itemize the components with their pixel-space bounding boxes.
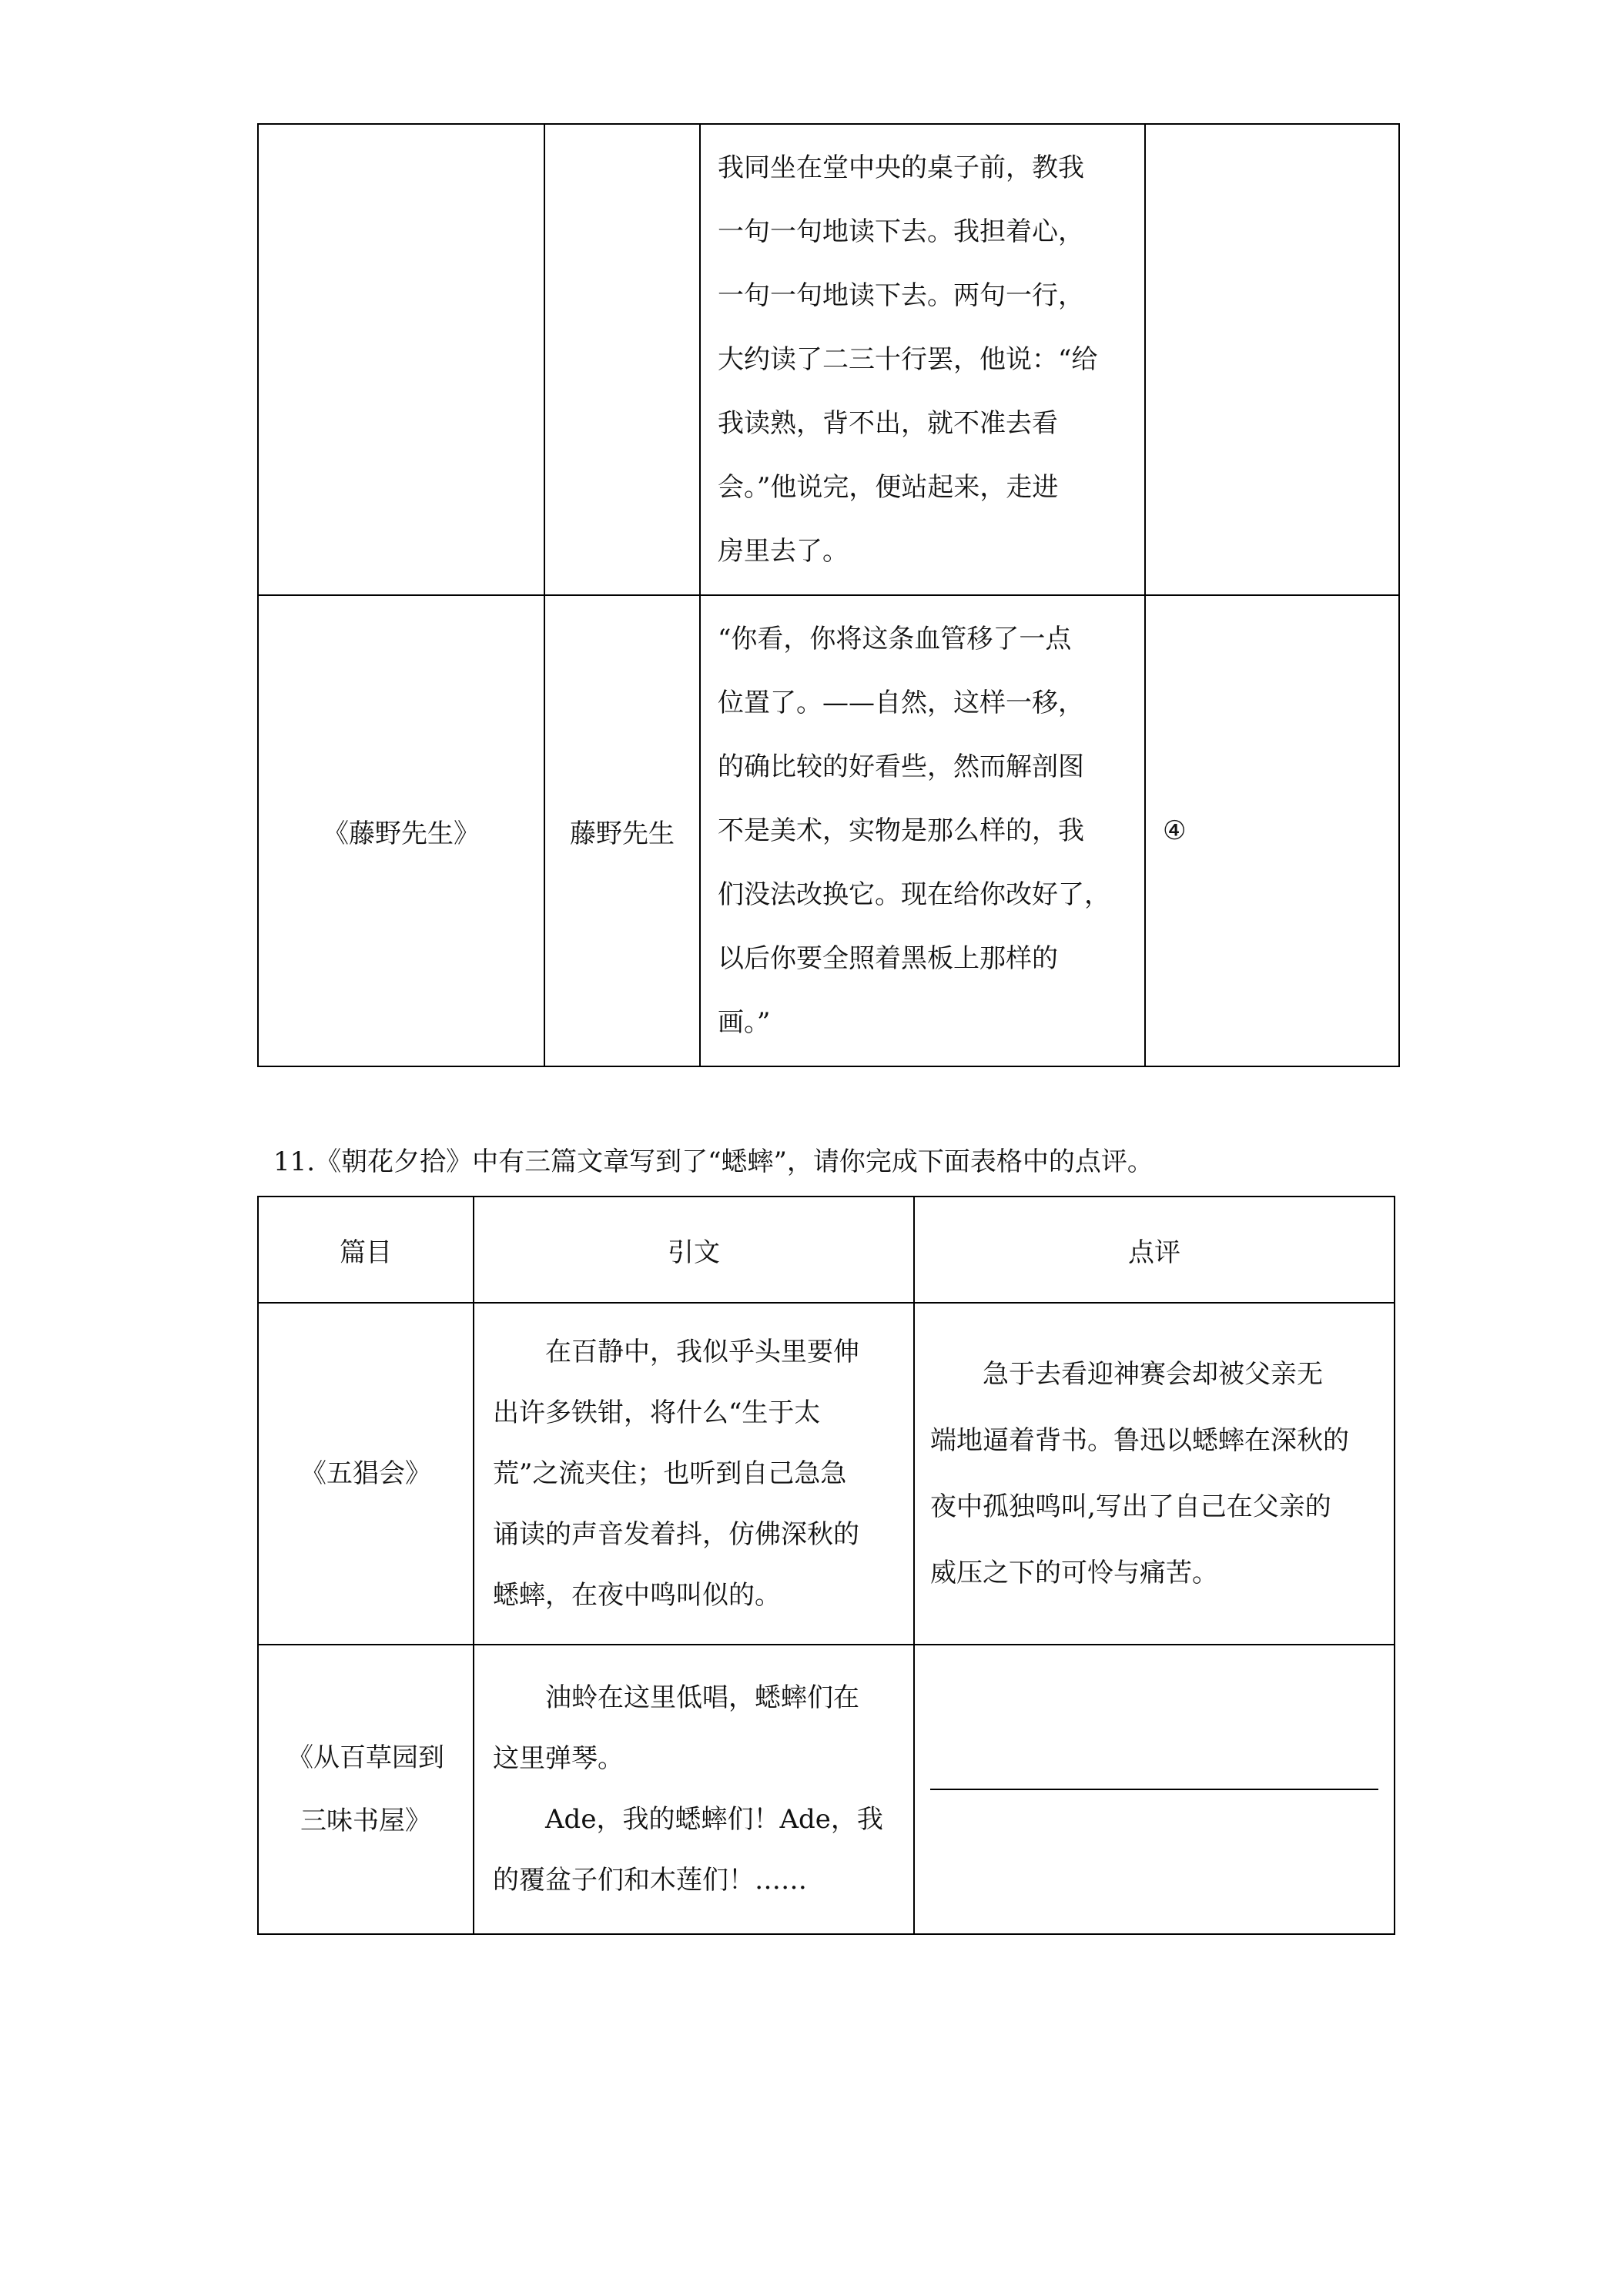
quote-line: 油蛉在这里低唱，蟋蟀们在 (545, 1682, 859, 1713)
quote-line: 的确比较的好看些，然而解剖图 (718, 751, 1084, 782)
cricket-table (257, 1196, 1395, 1935)
question-11: 11.《朝花夕拾》中有三篇文章写到了“蟋蟀”，请你完成下面表格中的点评。 (273, 1146, 1154, 1177)
quote-line: 荒”之流夹住；也听到自己急急 (493, 1458, 847, 1489)
quote-line: 位置了。——自然，这样一移， (718, 687, 1084, 718)
quote-line: 们没法改换它。现在给你改好了， (718, 879, 1110, 910)
quote-line: 一句一句地读下去。我担着心， (718, 216, 1084, 247)
quote-line: 画。” (718, 1006, 771, 1038)
comment-line: 夜中孤独鸣叫,写出了自己在父亲的 (930, 1491, 1331, 1522)
table-row (258, 1303, 1395, 1645)
quote-cell (474, 1645, 914, 1934)
quote-line: 一句一句地读下去。两句一行， (718, 279, 1084, 311)
quote-line: “你看，你将这条血管移了一点 (718, 623, 1072, 654)
header-quote: 引文 (474, 1197, 914, 1303)
quote-line: 诵读的声音发着抖，仿佛深秋的 (493, 1518, 859, 1550)
table-continued (257, 123, 1400, 1067)
quote-line: 以后你要全照着黑板上那样的 (718, 942, 1058, 974)
quote-cell (700, 124, 1145, 595)
title-line: 《从百草园到 (287, 1742, 444, 1773)
quote-line: 大约读了二三十行罢，他说：“给 (718, 343, 1098, 375)
person-cell: 藤野先生 (544, 595, 700, 1066)
quote-line: 的覆盆子们和木莲们！…… (493, 1865, 807, 1896)
table-row (258, 1645, 1395, 1934)
quote-line: 在百静中，我似乎头里要伸 (545, 1336, 859, 1367)
table-header-row (258, 1197, 1395, 1303)
quote-line: 出许多铁钳，将什么“生于太 (493, 1397, 821, 1428)
title-cell (258, 1645, 474, 1934)
quote-line: 我读熟，背不出，就不准去看 (718, 407, 1058, 439)
header-title: 篇目 (258, 1197, 474, 1303)
quote-line: Ade，我的蟋蟀们！Ade，我 (545, 1804, 883, 1835)
header-comment: 点评 (914, 1197, 1395, 1303)
person-cell (544, 124, 700, 595)
quote-cell (700, 595, 1145, 1066)
answer-cell: ④ (1145, 595, 1399, 1066)
quote-line: 这里弹琴。 (493, 1743, 624, 1774)
title-line: 三味书屋》 (300, 1806, 431, 1836)
quote-line: 房里去了。 (718, 535, 849, 567)
comment-cell (914, 1303, 1395, 1645)
title-cell: 《藤野先生》 (258, 595, 544, 1066)
title-cell: 《五猖会》 (258, 1303, 474, 1645)
quote-line: 我同坐在堂中央的桌子前，教我 (718, 152, 1084, 183)
comment-line: 急于去看迎神赛会却被父亲无 (983, 1359, 1323, 1390)
title-cell (258, 124, 544, 595)
table-row (258, 595, 1399, 1066)
quote-line: 不是美术，实物是那么样的，我 (718, 815, 1084, 846)
quote-cell (474, 1303, 914, 1645)
answer-cell (1145, 124, 1399, 595)
quote-line: 蟋蟀，在夜中鸣叫似的。 (493, 1579, 781, 1611)
answer-blank-line[interactable] (930, 1789, 1378, 1790)
table-row (258, 124, 1399, 595)
quote-line: 会。”他说完，便站起来，走进 (718, 471, 1059, 503)
comment-answer-cell[interactable] (914, 1645, 1395, 1934)
comment-line: 威压之下的可怜与痛苦。 (930, 1558, 1218, 1588)
comment-line: 端地逼着背书。鲁迅以蟋蟀在深秋的 (930, 1425, 1349, 1456)
